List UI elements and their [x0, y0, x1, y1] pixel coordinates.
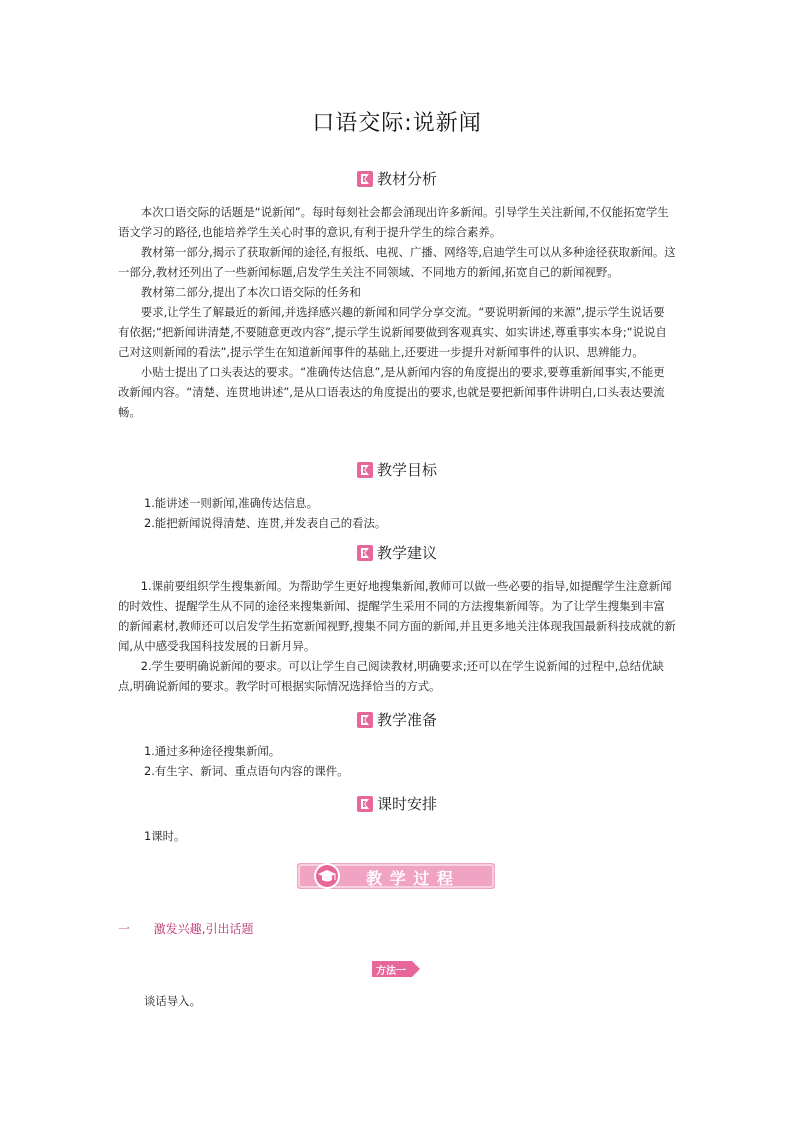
schedule-text: [118, 826, 676, 846]
teaching-process-banner: [297, 862, 495, 890]
section-flag-icon: [357, 796, 373, 812]
list-item: 1.通过多种途径搜集新闻。: [144, 744, 281, 758]
section-flag-icon: [357, 545, 373, 561]
section-heading-analysis: [0, 168, 794, 188]
intro-text: [118, 991, 676, 1011]
analysis-paragraph: 小贴士提出了口头表达的要求。“准确传达信息”,是从新闻内容的角度提出的要求,要尊重新闻事实,不能更改新闻内容。“清楚、连贯地讲述”,是从口语表达的角度提出的要求,也就是要把新闻事件讲明白,口头表达要流畅。: [118, 365, 665, 419]
list-item: 2.能把新闻说得清楚、连贯,并发表自己的看法。: [144, 516, 387, 530]
section-label: 教学建议: [376, 544, 437, 562]
section-label: 课时安排: [376, 795, 437, 813]
section-heading-suggestions: [0, 542, 794, 562]
suggestion-paragraph: 2.学生要明确说新闻的要求。可以让学生自己阅读教材,明确要求;还可以在学生说新闻的过程中,总结优缺点,明确说新闻的要求。教学时可根据实际情况选择恰当的方式。: [118, 659, 664, 693]
suggestions-body: [118, 576, 676, 696]
page-title: 口语交际:说新闻: [312, 111, 482, 136]
analysis-paragraph: 本次口语交际的话题是“说新闻”。每时每刻社会都会涌现出许多新闻。引导学生关注新闻,不仅能拓宽学生语文学习的路径,也能培养学生关心时事的意识,有利于提升学生的综合素养。: [118, 205, 669, 239]
analysis-paragraph: 教材第二部分,提出了本次口语交际的任务和: [140, 285, 361, 299]
method-label: 方法一: [376, 966, 406, 977]
schedule-value: 1课时。: [144, 829, 186, 843]
section-heading-goals: [0, 459, 794, 479]
intro-line: 谈话导入。: [144, 994, 201, 1008]
analysis-paragraph: 要求,让学生了解最近的新闻,并选择感兴趣的新闻和同学分享交流。“要说明新闻的来源”,提示学生说话要有依据;“把新闻讲清楚,不要随意更改内容”,提示学生说新闻要做到客观真实、如实讲述,尊重事实本身;“说说自己对这则新闻的看法”,提示学生在知道新闻事件的基础上,还要进一步提升对新闻事件的认识、思辨能力。: [118, 305, 667, 359]
section-label: 教材分析: [376, 170, 437, 188]
section-heading-preparation: [0, 709, 794, 729]
banner-label: 教 学 过 程: [366, 869, 454, 888]
suggestion-paragraph: 1.课前要组织学生搜集新闻。为帮助学生更好地搜集新闻,教师可以做一些必要的指导,如提醒学生注意新闻的时效性、提醒学生从不同的途径来搜集新闻、提醒学生采用不同的方法搜集新闻等。为了让学生搜集到丰富的新闻素材,教师还可以启发学生拓宽新闻视野,搜集不同方面的新闻,并且更多地关注体现我国最新科技成就的新闻,从中感受我国科技发展的日新月异。: [118, 579, 676, 653]
part-title: 激发兴趣,引出话题: [153, 922, 254, 936]
list-item: 1.能讲述一则新闻,准确传达信息。: [144, 496, 318, 510]
method-tag: [372, 961, 420, 977]
analysis-body: [118, 202, 676, 422]
preparation-list: [118, 741, 676, 781]
section-flag-icon: [357, 171, 373, 187]
part-number: 一: [118, 922, 131, 936]
section-heading-schedule: [0, 793, 794, 813]
goals-list: [118, 493, 676, 533]
section-flag-icon: [357, 712, 373, 728]
section-label: 教学目标: [376, 461, 437, 479]
part-one-heading: [118, 920, 254, 937]
section-label: 教学准备: [376, 711, 437, 729]
section-flag-icon: [357, 462, 373, 478]
analysis-paragraph: 教材第一部分,揭示了获取新闻的途径,有报纸、电视、广播、网络等,启迪学生可以从多种途径获取新闻。这一部分,教材还列出了一些新闻标题,启发学生关注不同领域、不同地方的新闻,拓宽自己的新闻视野。: [118, 245, 676, 279]
list-item: 2.有生字、新词、重点语句内容的课件。: [144, 764, 349, 778]
